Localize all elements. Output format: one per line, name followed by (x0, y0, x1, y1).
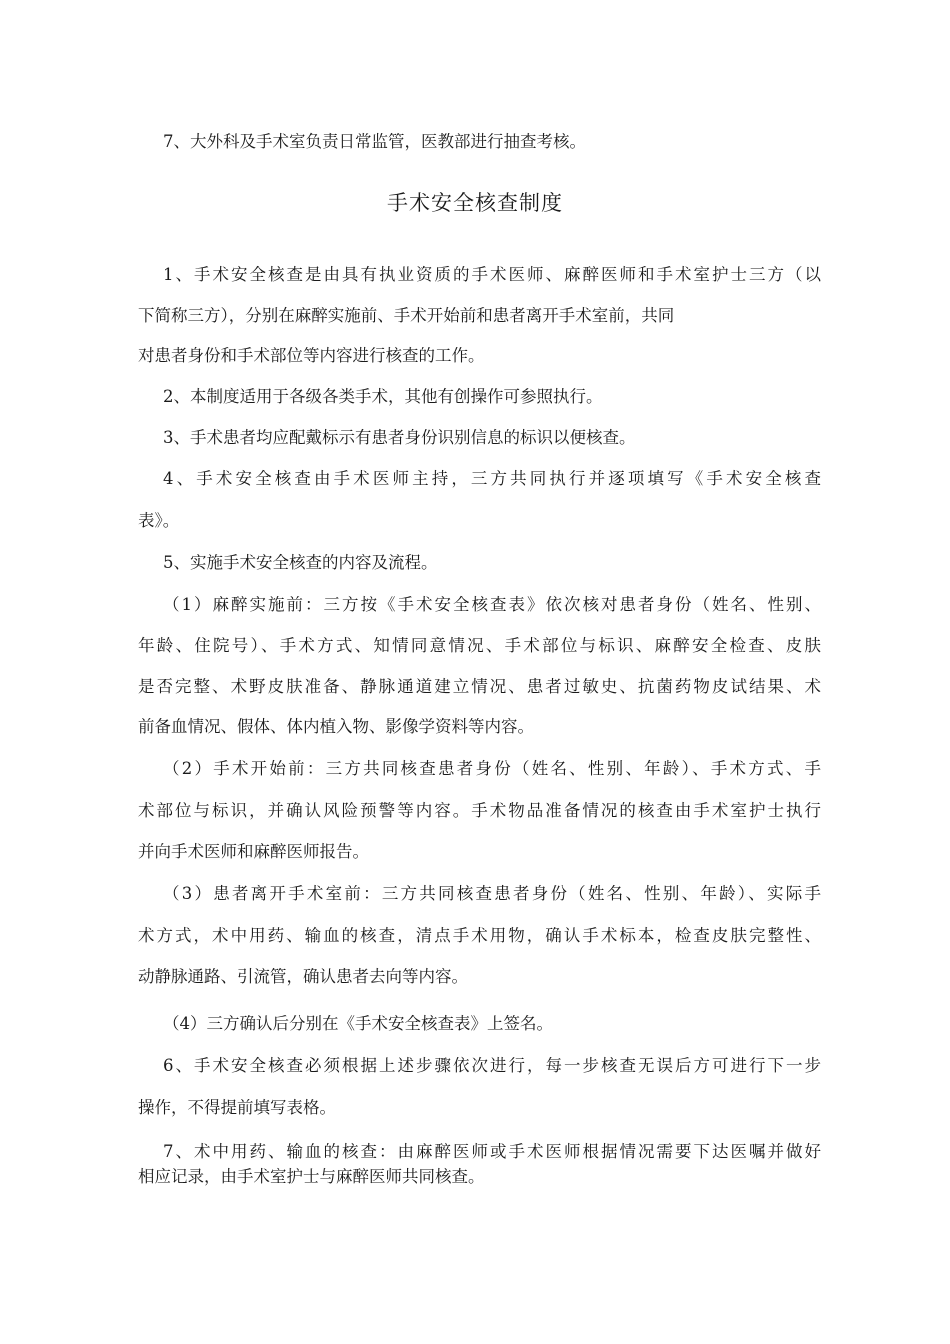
paragraph-line: 4、手术安全核查由手术医师主持，三方共同执行并逐项填写《手术安全核查 (163, 469, 821, 488)
paragraph-line: 术部位与标识，并确认风险预警等内容。手术物品准备情况的核查由手术室护士执行 (138, 801, 821, 820)
paragraph-line: 6、手术安全核查必须根据上述步骤依次进行，每一步核查无误后方可进行下一步 (163, 1056, 821, 1075)
paragraph-line: （1）麻醉实施前：三方按《手术安全核查表》依次核对患者身份（姓名、性别、 (163, 595, 821, 614)
paragraph-line: 下简称三方），分别在麻醉实施前、手术开始前和患者离开手术室前，共同 (138, 306, 675, 325)
paragraph-line: 表》。 (138, 511, 180, 530)
paragraph-line: 年龄、住院号）、手术方式、知情同意情况、手术部位与标识、麻醉安全检查、皮肤 (138, 636, 821, 655)
paragraph-line: 操作，不得提前填写表格。 (138, 1098, 336, 1117)
paragraph-line: 前备血情况、假体、体内植入物、影像学资料等内容。 (138, 717, 534, 736)
page-title: 手术安全核查制度 (387, 191, 563, 215)
policy-item-top: 7、大外科及手术室负责日常监管，医教部进行抽查考核。 (163, 132, 586, 151)
paragraph-line: （2）手术开始前：三方共同核查患者身份（姓名、性别、年龄）、手术方式、手 (163, 759, 821, 778)
paragraph-line: 术方式，术中用药、输血的核查，清点手术用物，确认手术标本，检查皮肤完整性、 (138, 926, 821, 945)
paragraph-line: 对患者身份和手术部位等内容进行核查的工作。 (138, 346, 485, 365)
paragraph-line: 1、手术安全核查是由具有执业资质的手术医师、麻醉医师和手术室护士三方（以 (163, 265, 821, 284)
paragraph-line: 7、术中用药、输血的核查：由麻醉医师或手术医师根据情况需要下达医嘱并做好 (163, 1142, 821, 1161)
paragraph-line: 是否完整、术野皮肤准备、静脉通道建立情况、患者过敏史、抗菌药物皮试结果、术 (138, 677, 821, 696)
paragraph-line: 3、手术患者均应配戴标示有患者身份识别信息的标识以便核查。 (163, 428, 636, 447)
paragraph-line: （3）患者离开手术室前：三方共同核查患者身份（姓名、性别、年龄）、实际手 (163, 884, 821, 903)
paragraph-line: 2、本制度适用于各级各类手术，其他有创操作可参照执行。 (163, 387, 603, 406)
paragraph-line: 相应记录，由手术室护士与麻醉医师共同核查。 (138, 1167, 485, 1186)
paragraph-line: 5、实施手术安全核查的内容及流程。 (163, 553, 438, 572)
paragraph-line: 动静脉通路、引流管，确认患者去向等内容。 (138, 967, 468, 986)
paragraph-line: （4）三方确认后分别在《手术安全核查表》上签名。 (163, 1014, 553, 1033)
paragraph-line: 并向手术医师和麻醉医师报告。 (138, 842, 369, 861)
